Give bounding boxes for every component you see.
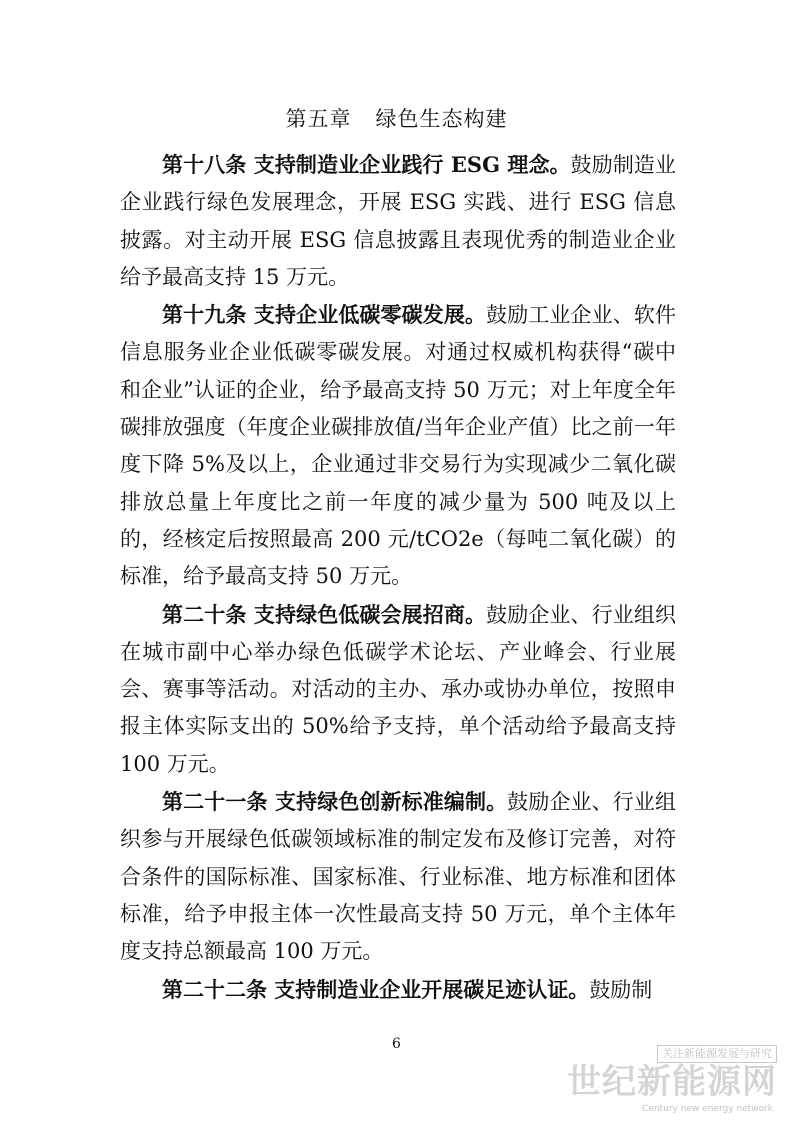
article-body: 鼓励工业企业、软件信息服务业企业低碳零碳发展。对通过权威机构获得“碳中和企业”认证的企业，给予最高支持 50 万元；对上年度全年碳排放强度（年度企业碳排放值/当年企业产值）比之前一年度下降 5%及以上，企业通过非交易行为实现减少二氧化碳排放总量上年度比之前一年度的减少量为 500 吨及以上的，经核定后按照最高 200 元/tCO2e（每吨二氧化碳）的标准，给予最高支持 50 万元。: [120, 303, 677, 589]
watermark-logo: [565, 1045, 785, 1117]
page-number: 6: [392, 1036, 401, 1052]
watermark-english: Century new energy network: [642, 1104, 773, 1114]
article-heading: 第二十一条 支持绿色创新标准编制。: [162, 789, 508, 815]
article-body: 鼓励制造业企业践行绿色发展理念，开展 ESG 实践、进行 ESG 信息披露。对主动开展 ESG 信息披露且表现优秀的制造业企业给予最高支持 15 万元。: [120, 153, 676, 289]
article-20: [120, 596, 676, 783]
watermark-tagline: 关注新能源发展与研究: [657, 1045, 777, 1063]
article-heading: 第二十二条 支持制造业企业开展碳足迹认证。: [162, 976, 590, 1002]
chapter-name: 绿色生态构建: [375, 107, 508, 131]
article-21: [120, 783, 676, 970]
article-body: 鼓励制: [589, 977, 653, 1002]
article-body: 鼓励企业、行业组织在城市副中心举办绿色低碳学术论坛、产业峰会、行业展会、赛事等活动。对活动的主办、承办或协办单位，按照申报主体实际支出的 50%给予支持，单个活动给予最高支持 100 万元。: [120, 602, 677, 776]
article-19: [120, 296, 676, 595]
article-22: [120, 971, 676, 1009]
watermark-brand: 世纪新能源网: [567, 1062, 777, 1102]
article-list: [120, 146, 676, 1009]
chapter-number: 第五章: [285, 107, 352, 131]
article-heading: 第十九条 支持企业低碳零碳发展。: [162, 302, 487, 328]
article-heading: 第十八条 支持制造业企业践行 ESG 理念。: [162, 152, 571, 177]
chapter-title: [0, 104, 793, 134]
article-body: 鼓励企业、行业组织参与开展绿色低碳领域标准的制定发布及修订完善，对符合条件的国际标准、国家标准、行业标准、地方标准和团体标准，给予申报主体一次性最高支持 50 万元，单个主体年度支持总额最高 100 万元。: [120, 790, 677, 964]
article-18: [120, 146, 676, 296]
article-heading: 第二十条 支持绿色低碳会展招商。: [162, 601, 487, 627]
